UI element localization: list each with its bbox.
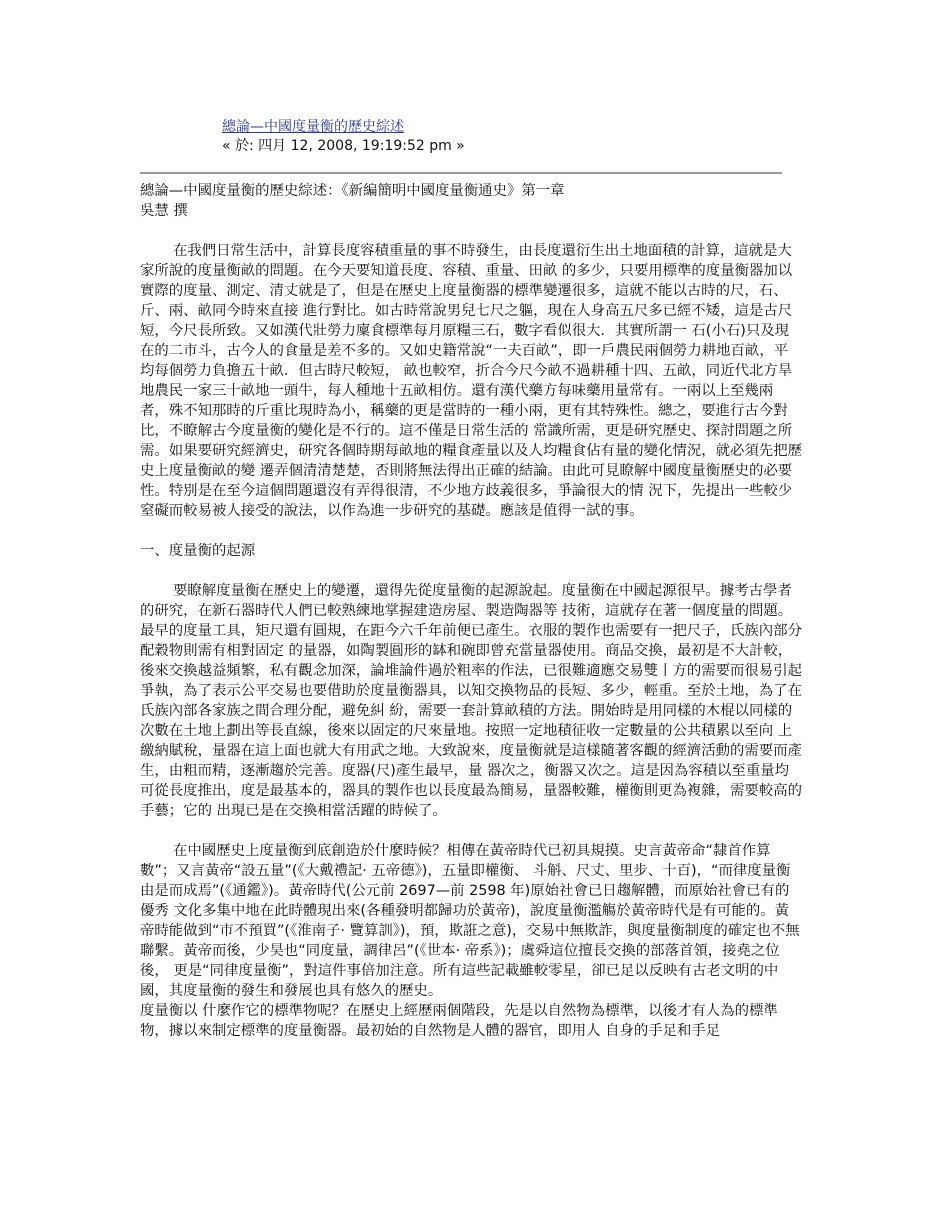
- spacer: [140, 821, 802, 841]
- paragraph-3: 在中國歷史上度量衡到底創造於什麼時候？相傳在黃帝時代已初具規摸。史言黃帝命“隸首作算數”；又言黃帝“設五量”(《大戴禮記· 五帝德》)，五量即權衡、 斗斛、尺丈、里步、十百)，“而律度量衡由是而成焉”(《通鑑》)。黃帝時代(公元前 2697—前 2598 年)原始社會已日趨解體，而原始社會已有的優秀 文化多集中地在此時體現出來(各種發明都歸功於黃帝)，說度量衡濫觴於黃帝時代是有可能的。黃帝時能做到“市不預買”(《淮南子· 覽算訓》)，預，欺誑之意)，交易中無欺詐，與度量衡制度的確定也不無聯繫。黃帝而後，少昊也“同度量，調律呂”(《世本· 帝系》)；虞舜這位擅長交換的部落首領，接堯之位後， 更是“同律度量衡”，對這件事倍加注意。所有這些記載雖較零星，卻已足以反映有古老文明的中國，其度量衡的發生和發展也具有悠久的歷史。: [140, 843, 800, 999]
- article-body: [140, 181, 802, 1041]
- topic-header: [222, 118, 822, 156]
- paragraph-1: 在我們日常生活中，計算長度容積重量的事不時發生，由長度還衍生出土地面積的計算，這就是大家所說的度量衡畝的問題。在今天要知道長度、容積、重量、田畝 的多少，只要用標準的度量衡器加以實際的度量、測定、清丈就是了，但是在歷史上度量衡器的標準變遷很多，這就不能以古時的尺，石、斤、兩、畝同今時來直接 進行對比。如古時常說男兒七尺之軀，現在人身高五尺多已經不矮，這是古尺短，今尺長所致。又如漢代壯勞力廩食標準每月原糧三石，數字看似很大．其實所謂一 石(小石)只及現在的二市斗，古今人的食量是差不多的。又如史籍常說“一夫百畝”，即一戶農民兩個勞力耕地百畝，平均每個勞力負擔五十畝．但古時尺較短， 畝也較窄，折合今尺今畝不過耕種十四、五畝，同近代北方旱地農民一家三十畝地一頭牛，每人種地十五畝相仿。還有漢代藥方每味藥用量常有。一兩以上至幾兩 者，殊不知那時的斤重比現時為小，稱藥的更是當時的一種小兩，更有其特殊性。總之，要進行古今對比，不瞭解古今度量衡的變化是不行的。這不僅是日常生活的 常識所需，更是研究歷史、探討問題之所需。如果要研究經濟史，研究各個時期每畝地的糧食產量以及人均糧食佔有量的變化情況，就必須先把歷史上度量衡畝的變 遷弄個清清楚楚，否則將無法得出正確的結論。由此可見瞭解中國度量衡歷史的必要性。特別是在至今這個問題還沒有弄得很清，不少地方歧義很多，爭論很大的情 況下，先提出一些較少窒礙而較易被人接受的說法，以作為進一步研究的基礎。應該是值得一試的事。: [140, 243, 802, 519]
- spacer: [140, 221, 802, 241]
- article-author: 吳慧 撰: [140, 203, 188, 219]
- divider: [140, 172, 782, 174]
- post-date: « 於: 四月 12, 2008, 19:19:52 pm »: [222, 138, 465, 154]
- spacer: [140, 521, 802, 541]
- paragraph-4: 度量衡以 什麼作它的標準物呢？在歷史上經歷兩個階段，先是以自然物為標準，以後才有人為的標準物，據以來制定標準的度量衡器。最初始的自然物是人體的器官，即用人 自身的手足和手足: [140, 1003, 778, 1039]
- section-heading: 一、度量衡的起源: [140, 543, 256, 559]
- topic-title-link[interactable]: 總論—中國度量衡的歷史綜述: [222, 119, 404, 135]
- article-title: 總論—中國度量衡的歷史綜述：《新編簡明中國度量衡通史》第一章: [140, 183, 565, 199]
- spacer: [140, 561, 802, 581]
- paragraph-2: 要瞭解度量衡在歷史上的變遷，還得先從度量衡的起源說起。度量衡在中國起源很早。據考古學者的研究，在新石器時代人們已較熟練地掌握建造房屋、製造陶器等 技術，這就存在著一個度量的問題。最早的度量工具，矩尺還有圓規，在距今六千年前便已產生。衣服的製作也需要有一把尺子，氏族內部分配穀物則需有相對固定 的量器，如陶製圓形的缽和碗即曾充當量器使用。商品交換，最初是不大計較，後來交換越益頻繁，私有觀念加深，論堆論件過於粗率的作法，已很難適應交易雙丨方的需要而很易引起爭執，為了表示公平交易也要借助於度量衡器具，以知交換物品的長短、多少，輕重。至於土地，為了在氏族內部各家族之間合理分配，避免糾 紛，需要一套計算畝積的方法。開始時是用同樣的木棍以同樣的次數在土地上劃出等長直線，後來以固定的尺來量地。按照一定地積征收一定數量的公共積累以至向 上繳納賦稅，量器在這上面也就大有用武之地。大致說來，度量衡就是這樣隨著客觀的經濟活動的需要而產生，由粗而精，逐漸趨於完善。度器(尺)產生最早，量 器次之，衡器又次之。這是因為容積以至重量均可從長度推出，度是最基本的，器具的製作也以長度最為簡易，量器較難，權衡則更為複雜，需要較高的手藝；它的 出現已是在交換相當活躍的時候了。: [140, 583, 802, 819]
